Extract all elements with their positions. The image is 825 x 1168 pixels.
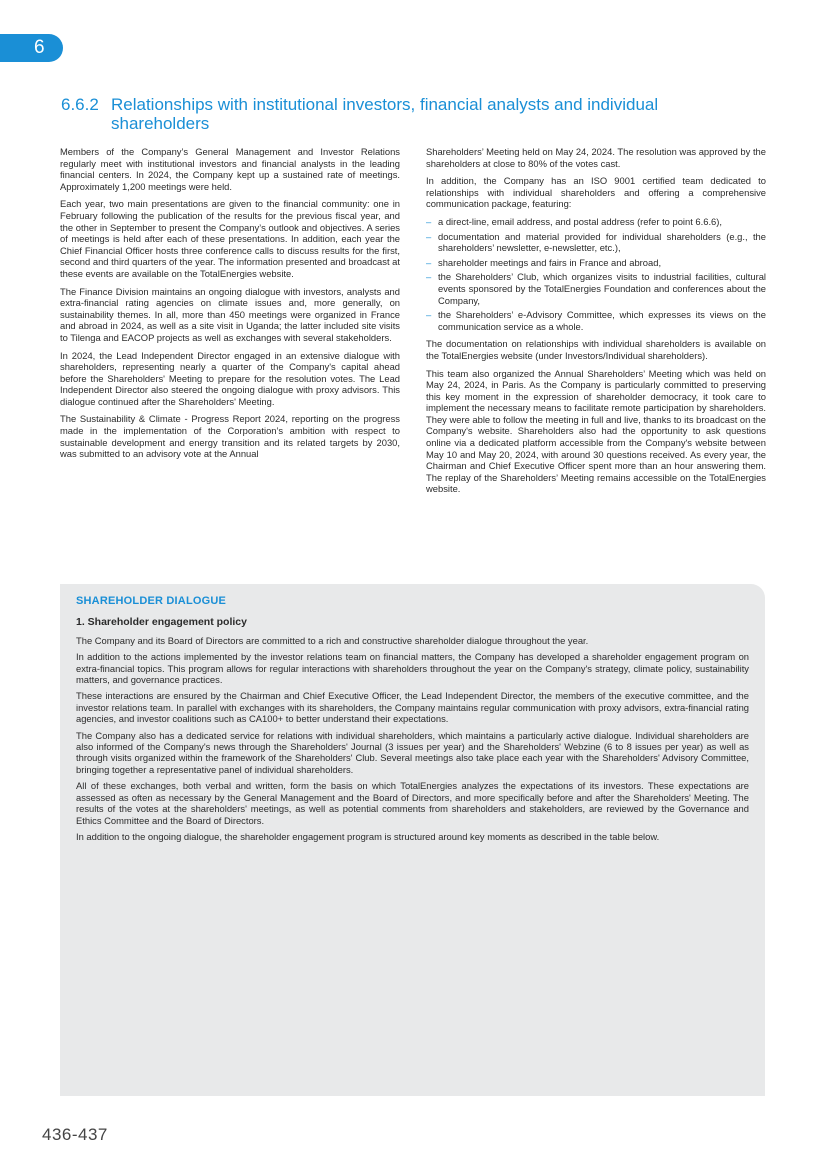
list-item: – the Shareholders’ e-Advisory Committee, which expresses its views on the communication service as a whole. — [426, 309, 766, 332]
chapter-tab: 6 — [0, 34, 63, 62]
right-paragraph: The documentation on relationships with individual shareholders is available on the TotalEnergies website (under Investors/Individual shareholders). — [426, 338, 766, 361]
box-subtitle: 1. Shareholder engagement policy — [76, 616, 247, 629]
left-paragraph: The Finance Division maintains an ongoing dialogue with investors, analysts and extra-financial rating agencies on climate issues and, more generally, on sustainability themes. In all, more than 450 meetings were organized in France and abroad in 2024, as well as a site visit in Uganda; the latter included site visits to Tilenga and EACOP projects as well as exchanges with several stakeholders. — [60, 285, 400, 343]
box-title: SHAREHOLDER DIALOGUE — [76, 595, 227, 607]
right-paragraph: In addition, the Company has an ISO 9001 certified team dedicated to relationships with individual shareholders and offering a comprehensive communication package, featuring: — [426, 175, 766, 210]
list-item: – a direct-line, email address, and postal address (refer to point 6.6.6), — [426, 216, 766, 228]
box-paragraph: The Company and its Board of Directors are committed to a rich and constructive shareholder dialogue throughout the year. — [76, 634, 589, 646]
section-title — [61, 95, 761, 133]
list-item: – the Shareholders’ Club, which organizes visits to industrial facilities, cultural events sponsored by the TotalEnergies Foundation and conferences about the Company, — [426, 271, 766, 306]
box-paragraph: These interactions are ensured by the Chairman and Chief Executive Officer, the Lead Independent Director, the members of the executive committee, and the investor relations team. In parallel with exchanges with its shareholders, the Company maintains regular communication with proxy advisors, extra-financial rating agencies, and investor coalitions such as CA100+ to better understand their expectations. — [76, 690, 749, 725]
box-paragraph: The Company also has a dedicated service for relations with individual shareholders, which maintains a particularly active dialogue. Individual shareholders are also informed of the Company's news through the Shareholders' Journal (3 issues per year) and the Shareholders' Webzine (6 to 8 issues per year) as well as through visits organized within the framework of the Shareholders' Club. Several meetings also take place each year with the Shareholders' Advisory Committee, bringing together a representative panel of individual shareholders. — [76, 729, 749, 775]
left-paragraph: The Sustainability & Climate - Progress Report 2024, reporting on the progress made in the implementation of the Corporation’s ambition with respect to sustainable development and energy transition and its related targets by 2030, was submitted to an advisory vote at the Annual — [60, 413, 400, 460]
section-title-line1: Relationships with institutional investors, financial analysts and individual — [111, 95, 659, 114]
right-column — [426, 146, 766, 501]
left-paragraph: Each year, two main presentations are given to the financial community: one in February following the publication of the results for the previous fiscal year, and the other in September to present the Company’s outlook and objectives. A series of meetings is held after each of these presentations. In addition, each year the Chief Financial Officer hosts three conference calls to discuss results for the first, second and third quarters of the year. The information presented and broadcast at these events are available on the TotalEnergies website. — [60, 198, 400, 279]
box-paragraph: In addition to the actions implemented by the investor relations team on financial matters, the Company has developed a shareholder engagement program on extra-financial topics. This program allows for regular interactions with shareholders throughout the year on the Company's strategy, climate policy, sustainability matters, and governance practices. — [76, 651, 749, 686]
right-paragraph: Shareholders’ Meeting held on May 24, 2024. The resolution was approved by the shareholders at close to 80% of the votes cast. — [426, 146, 766, 169]
left-paragraph: In 2024, the Lead Independent Director engaged in an extensive dialogue with shareholders, representing nearly a quarter of the Company's capital ahead before the Shareholders' Meeting to prepare for the resolution votes. The Lead Independent Director also steered the ongoing dialogue with proxy advisors. This dialogue continued after the Shareholders' Meeting. — [60, 349, 400, 407]
list-item: – shareholder meetings and fairs in France and abroad, — [426, 257, 766, 269]
communication-package-list — [426, 216, 766, 332]
section-number: 6.6.2 — [61, 95, 99, 114]
box-paragraph: In addition to the ongoing dialogue, the shareholder engagement program is structured around key moments as described in the table below. — [76, 830, 660, 842]
page-number: 436-437 — [42, 1125, 108, 1144]
box-paragraph: All of these exchanges, both verbal and written, form the basis on which TotalEnergies analyzes the expectations of its investors. These expectations are assessed as often as necessary by the General Management and the Board of Directors, and more specifically before and after the Shareholders' Meeting. The results of the votes at the shareholders' meetings, as well as potential comments from shareholders and stakeholders, are reviewed by the Governance and Ethics Committee and the Board of Directors. — [76, 780, 749, 826]
list-item: – documentation and material provided for individual shareholders (e.g., the shareholders’ newsletter, e-newsletter, etc.), — [426, 231, 766, 254]
left-paragraph: Members of the Company’s General Management and Investor Relations regularly meet with institutional investors and financial analysts in the leading financial centers. In 2024, the Company kept up a sustained rate of meetings. Approximately 1,200 meetings were held. — [60, 146, 400, 192]
right-paragraph: This team also organized the Annual Shareholders’ Meeting which was held on May 24, 2024, in Paris. As the Company is particularly committed to preserving this key moment in the expression of shareholder democracy, it took care to implement the necessary means to facilitate remote participation by shareholders. They were able to follow the meeting in full and live, thanks to its broadcast on the Company's website. Shareholders also had the opportunity to ask questions online via a dedicated platform accessible from the Company's website between May 10 and May 20, 2024, with around 30 questions received. As every year, the Chairman and Chief Executive Officer spent more than an hour answering them. The replay of the Shareholders’ Meeting remains accessible on the TotalEnergies website. — [426, 367, 766, 495]
shareholder-dialogue-box — [60, 584, 765, 1096]
left-column — [60, 146, 400, 466]
section-title-line2: shareholders — [111, 114, 210, 133]
